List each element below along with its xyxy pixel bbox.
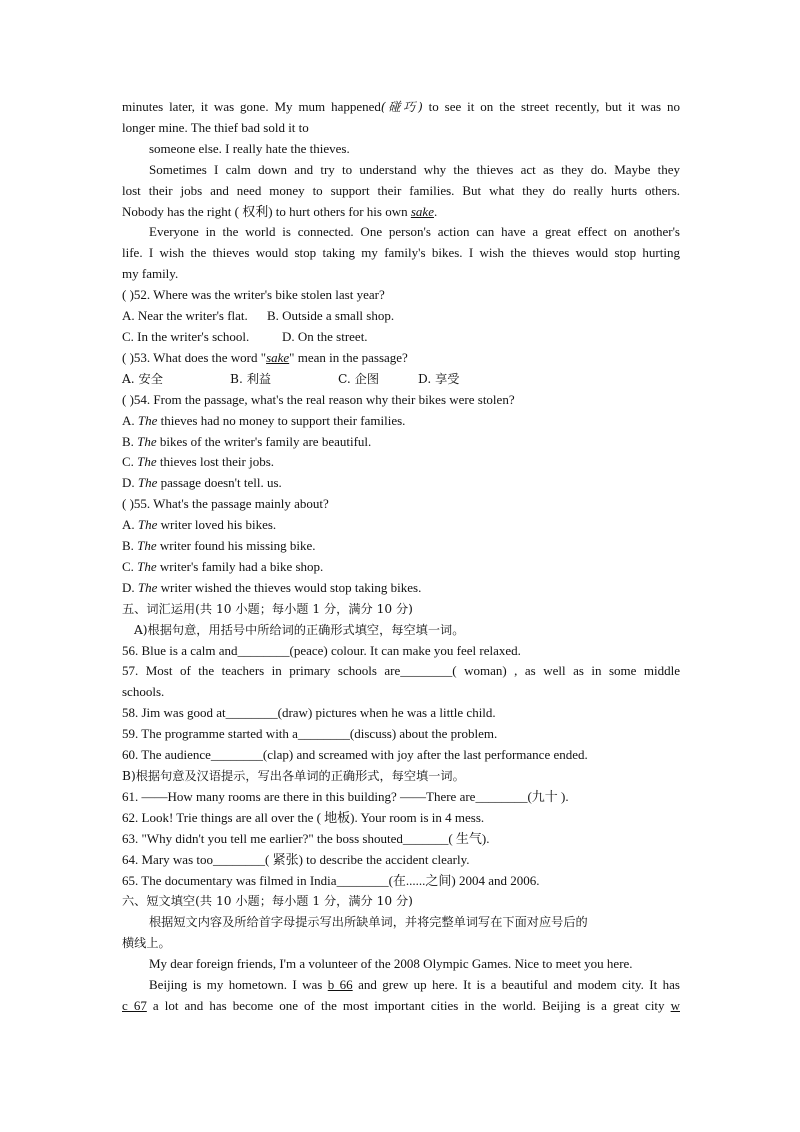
passage-line: lost their jobs and need money to support their families. But what they do really hurts others. <box>122 182 680 198</box>
underlined-word: sake <box>266 349 290 365</box>
option-b: B. 利益 <box>230 371 272 386</box>
option: B. The bikes of the writer's family are beautiful. <box>122 433 372 449</box>
passage-line: someone else. I really hate the thieves. <box>149 140 350 156</box>
option: C. The thieves lost their jobs. <box>122 454 275 470</box>
exercise-item: 56. Blue is a calm and________(peace) colour. It can make you feel relaxed. <box>122 642 521 658</box>
option: A. The writer loved his bikes. <box>122 517 277 533</box>
option-row <box>122 327 680 348</box>
section-instruction: B)根据句意及汉语提示，写出各单词的正确形式，每空填一词。 <box>122 769 465 783</box>
blank-hint: c 67 <box>122 997 147 1013</box>
exercise-item: 61. ——How many rooms are there in this building? ——There are________(九十 ). <box>122 788 569 804</box>
exam-page <box>122 97 680 1017</box>
blank-hint: w <box>670 997 680 1013</box>
question-stem: ( )55. What's the passage mainly about? <box>122 496 329 512</box>
passage-line: my family. <box>122 266 179 282</box>
option: A. The thieves had no money to support their families. <box>122 412 406 428</box>
section-title: 五、词汇运用(共 10 小题；每小题 1 分，满分 10 分) <box>122 601 413 616</box>
option-a: A. Near the writer's flat. <box>122 308 248 324</box>
exercise-item: 59. The programme started with a________(discuss) about the problem. <box>122 726 498 742</box>
blank-hint: b 66 <box>327 977 353 993</box>
passage-line: Nobody has the right ( 权利) to hurt others for his own sake. <box>122 203 438 219</box>
option-row <box>122 306 680 327</box>
option-b: B. Outside a small shop. <box>267 308 395 324</box>
exercise-item: 58. Jim was good at________(draw) pictures when he was a little child. <box>122 705 496 721</box>
section-instruction: A)根据句意，用括号中所给词的正确形式填空，每空填一词。 <box>134 622 465 637</box>
option-c: C. In the writer's school. <box>122 328 250 344</box>
passage-line: Everyone in the world is connected. One person's action can have a great effect on another's <box>149 224 680 240</box>
exercise-item: 62. Look! Trie things are all over the ( 地板). Your room is in 4 mess. <box>122 809 485 825</box>
underlined-word: sake <box>410 203 434 219</box>
exercise-item: 63. "Why didn't you tell me earlier?" the boss shouted_______( 生气). <box>122 830 490 846</box>
passage-line: minutes later, it was gone. My mum happened(碰巧) to see it on the street recently, but it was no <box>122 99 681 114</box>
option: C. The writer's family had a bike shop. <box>122 558 324 574</box>
passage-line: life. I wish the thieves would stop taking my family's bikes. I wish the thieves would stop hurting <box>122 245 680 261</box>
passage-line: longer mine. The thief bad sold it to <box>122 119 309 135</box>
option: B. The writer found his missing bike. <box>122 538 316 554</box>
passage-line: Sometimes I calm down and try to understand why the thieves act as they do. Maybe they <box>149 161 680 177</box>
option-d: D. On the street. <box>282 328 368 344</box>
exercise-item: 57. Most of the teachers in primary schools are________( woman) , as well as in some middle <box>122 663 680 679</box>
option-d: D. 享受 <box>418 371 460 386</box>
section-instruction: 横线上。 <box>122 936 171 951</box>
option-c: C. 企图 <box>338 371 380 386</box>
passage-line: My dear foreign friends, I'm a volunteer of the 2008 Olympic Games. Nice to meet you here. <box>149 956 633 972</box>
section-instruction: 根据短文内容及所给首字母提示写出所缺单词，并将完整单词写在下面对应号后的 <box>149 915 588 930</box>
exercise-item: 65. The documentary was filmed in India________(在......之间) 2004 and 2006. <box>122 872 540 888</box>
question-stem: ( )53. What does the word "sake" mean in the passage? <box>122 349 408 365</box>
option: D. The passage doesn't tell. us. <box>122 475 282 491</box>
option-a: A. 安全 <box>122 371 163 386</box>
exercise-item: schools. <box>122 684 165 700</box>
option-row <box>122 369 680 390</box>
section-title: 六、短文填空(共 10 小题；每小题 1 分，满分 10 分) <box>122 894 413 909</box>
option: D. The writer wished the thieves would stop taking bikes. <box>122 579 422 595</box>
exercise-item: 64. Mary was too________( 紧张) to describe the accident clearly. <box>122 851 470 867</box>
passage-line: Beijing is my hometown. I was b 66 and grew up here. It is a beautiful and modem city. It has <box>149 977 680 993</box>
passage-line: c 67 a lot and has become one of the most important cities in the world. Beijing is a great city w <box>122 997 680 1013</box>
exercise-item: 60. The audience________(clap) and screamed with joy after the last performance ended. <box>122 747 588 763</box>
question-stem: ( )54. From the passage, what's the real reason why their bikes were stolen? <box>122 391 515 407</box>
question-stem: ( )52. Where was the writer's bike stolen last year? <box>122 287 385 303</box>
